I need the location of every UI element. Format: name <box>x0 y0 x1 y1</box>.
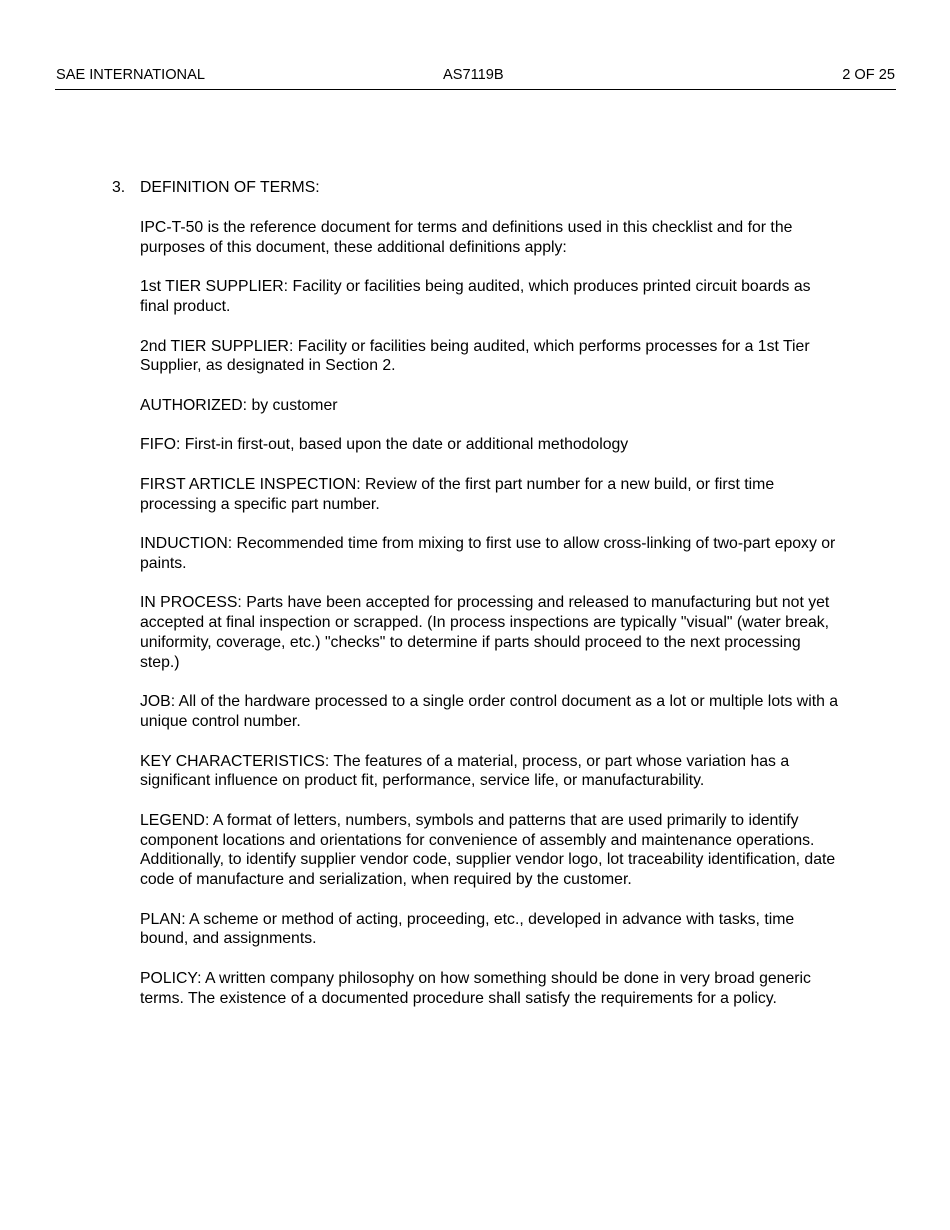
header-organization: SAE INTERNATIONAL <box>56 67 205 83</box>
definition-paragraph: POLICY: A written company philosophy on how something should be done in very broad generic terms. The existence of a documented procedure shall satisfy the requirements for a policy. <box>140 969 811 1007</box>
definition-paragraph: IN PROCESS: Parts have been accepted for processing and released to manufacturing but not yet accepted at final inspection or scrapped. (In process inspections are typically "visual" (water break, uniformity, coverage, etc.) "checks" to determine if parts should proceed to the next processing step.) <box>140 594 830 671</box>
definition-paragraph: AUTHORIZED: by customer <box>140 396 338 414</box>
definition-paragraph: LEGEND: A format of letters, numbers, symbols and patterns that are used primarily to identify component locations and orientations for convenience of assembly and maintenance operations. Additionally, to identify supplier vendor code, supplier vendor logo, lot traceability identification, date code of manufacture and serialization, when required by the customer. <box>140 811 836 889</box>
section-title: DEFINITION OF TERMS: <box>140 179 320 196</box>
definition-paragraph: FIRST ARTICLE INSPECTION: Review of the first part number for a new build, or first time processing a specific part number. <box>140 475 775 513</box>
definition-paragraph: KEY CHARACTERISTICS: The features of a material, process, or part whose variation has a significant influence on product fit, performance, service life, or manufacturability. <box>140 752 790 790</box>
header-document-number: AS7119B <box>443 67 504 83</box>
definitions-section <box>112 178 842 1028</box>
page-header <box>55 66 896 90</box>
header-page-number: 2 OF 25 <box>842 67 895 83</box>
definition-paragraph: 1st TIER SUPPLIER: Facility or facilities being audited, which produces printed circuit boards as final product. <box>140 278 811 316</box>
definition-paragraph: PLAN: A scheme or method of acting, proceeding, etc., developed in advance with tasks, time bound, and assignments. <box>140 910 795 948</box>
definition-paragraph: 2nd TIER SUPPLIER: Facility or facilities being audited, which performs processes for a 1st Tier Supplier, as designated in Section 2. <box>140 337 810 375</box>
definition-paragraph: JOB: All of the hardware processed to a single order control document as a lot or multiple lots with a unique control number. <box>140 693 839 731</box>
section-number: 3. <box>112 179 126 196</box>
definition-paragraph: FIFO: First-in first-out, based upon the date or additional methodology <box>140 436 629 454</box>
section-intro: IPC-T-50 is the reference document for terms and definitions used in this checklist and for the purposes of this document, these additional definitions apply: <box>140 219 793 256</box>
definition-paragraph: INDUCTION: Recommended time from mixing to first use to allow cross-linking of two-part epoxy or paints. <box>140 535 836 572</box>
section-heading <box>112 178 842 198</box>
